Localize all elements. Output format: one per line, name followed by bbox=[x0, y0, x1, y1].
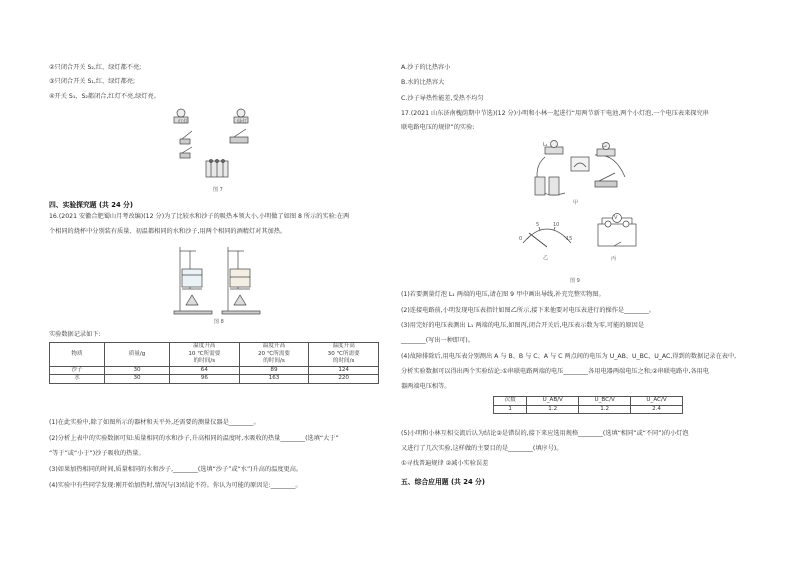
table-cell: 96 bbox=[170, 375, 240, 384]
dial-tick-label: 5 bbox=[536, 222, 540, 228]
table-cell: 30 bbox=[105, 375, 170, 384]
circuit-label: L₁ bbox=[543, 142, 548, 148]
table-cell: 沙子 bbox=[50, 366, 105, 375]
question-16-part: “等于”或“小于”)沙子吸收的热量。 bbox=[49, 450, 145, 457]
figure-8-apparatus bbox=[170, 243, 270, 316]
dial-tick-label: 10 bbox=[553, 222, 560, 228]
table-header-cell: 物质 bbox=[50, 343, 105, 367]
table-cell: 163 bbox=[239, 375, 309, 384]
question-17-text: 联电路电压的规律”的实验: bbox=[401, 124, 475, 131]
table-header-cell: U_BC/V bbox=[579, 397, 631, 406]
table-cell: 1 bbox=[494, 405, 527, 414]
text-line: ③只闭合开关 S₁,红、绿灯都亮; bbox=[49, 78, 136, 85]
table-cell: 220 bbox=[309, 375, 379, 384]
table-header-row bbox=[50, 343, 379, 367]
figure-9a-circuit bbox=[525, 137, 635, 205]
table-cell: 水 bbox=[50, 375, 105, 384]
dial-tick-label: 15 bbox=[566, 236, 573, 242]
question-16-part: (3)如果加热相同的时间,质量相同的水和沙子,________(选填“沙子”或“水”)升高的温度更高。 bbox=[49, 466, 303, 473]
question-17-part: (4)故障排除后,用电压表分别测出 A 与 B、B 与 C、A 与 C 两点间的电压为 U_AB、U_BC、U_AC,得到的数据记录在表中, bbox=[401, 353, 737, 360]
figure-label: 丙 bbox=[611, 256, 617, 262]
option-text: B.水的比热容大 bbox=[401, 79, 445, 86]
table-header-cell: 次数 bbox=[494, 397, 527, 406]
figure-label: 绿灯 bbox=[237, 119, 248, 125]
question-17-part: 器两端电压相等。 bbox=[401, 383, 451, 390]
table-cell: 64 bbox=[170, 366, 240, 375]
figure-7-caption: 图 7 bbox=[213, 187, 223, 193]
figure-label: 乙 bbox=[543, 255, 549, 261]
question-17-part: (5)小明和小林互相交流后认为结论②是错误的,接下来应选用规格________(选填“相同”或“不同”)的小灯泡 bbox=[401, 430, 689, 437]
table-cell: 2.4 bbox=[631, 405, 683, 414]
figure-label: 甲 bbox=[573, 200, 579, 206]
option-text: C.沙子导热性能差,受热不均匀 bbox=[401, 95, 484, 102]
table-header-cell: 温度升高 10 ℃所需要 的时间/s bbox=[170, 343, 240, 367]
question-17-text: 17.(2021 山东济南槐荫期中节选)(12 分)小明和小林一起进行“用两节新干电池,两个小灯泡,一个电压表来探究串 bbox=[401, 110, 709, 117]
table-title: 实验数据记录如下: bbox=[49, 331, 101, 338]
question-16-part: (1)在此实验中,除了如图所示的器材和天平外,还需要的测量仪器是________。 bbox=[49, 419, 260, 426]
text-line: ④开关 S₁、S₂都闭合,红灯不亮,绿灯亮。 bbox=[49, 93, 160, 100]
question-17-part: ①寻找普遍规律 ②减小实验误差 bbox=[401, 460, 489, 467]
question-17-part: 又进行了几次实验,这样做的主要目的是________(填序号)。 bbox=[401, 445, 563, 452]
question-16-part: (2)分析上表中的实验数据可知:质量相同的水和沙子,升高相同的温度时,水吸收的热量________(选填“大于” bbox=[49, 435, 339, 442]
option-text: A.沙子的比热容小 bbox=[401, 64, 451, 71]
table-header-cell: 温度升高 30 ℃所需要 的时间/s bbox=[309, 343, 379, 367]
table-row bbox=[50, 366, 379, 375]
figure-9-caption: 图 9 bbox=[570, 278, 580, 284]
table-cell: 89 bbox=[239, 366, 309, 375]
table-header-cell: U_AC/V bbox=[631, 397, 683, 406]
table-header-cell: 温度升高 20 ℃所需要 的时间/s bbox=[239, 343, 309, 367]
dial-tick-label: 0 bbox=[519, 236, 523, 242]
question-17-part: (3)用完好的电压表测出 L₁ 两端的电压,如图丙,闭合开关后,电压表示数为零,可能的原因是 bbox=[401, 322, 645, 329]
table-header-row bbox=[494, 397, 683, 406]
section-heading: 五、综合应用题 (共 24 分) bbox=[401, 478, 485, 486]
question-16-text: 个相同的烧杯中分别装有质量、初温都相同的水和沙子,用两个相同的酒精灯对其加热。 bbox=[49, 228, 287, 235]
question-17-part: 分析实验数据可以得出两个实验结论:①串联电路两端的电压________各用电器两端电压之和;②串联电路中,各用电 bbox=[401, 368, 710, 375]
text-line: ②只闭合开关 S₂,红、绿灯都不亮; bbox=[49, 64, 142, 71]
figure-8-caption: 图 8 bbox=[214, 319, 224, 325]
table-row bbox=[50, 375, 379, 384]
question-17-part: (1)若要测量灯泡 L₁ 两端的电压,请在图 9 甲中画出导线,补充完整实物图。 bbox=[401, 291, 605, 298]
table-cell: 1.2 bbox=[527, 405, 579, 414]
figure-9b-voltmeter-dial bbox=[517, 215, 577, 249]
section-heading: 四、实验探究题 (共 24 分) bbox=[49, 201, 133, 209]
table-row bbox=[494, 405, 683, 414]
experiment-data-table bbox=[49, 342, 379, 384]
table-cell: 1.2 bbox=[579, 405, 631, 414]
circuit-label: V bbox=[614, 215, 618, 221]
table-header-cell: U_AB/V bbox=[527, 397, 579, 406]
voltage-data-table bbox=[493, 396, 683, 414]
figure-7-circuit bbox=[170, 105, 260, 185]
table-cell: 30 bbox=[105, 366, 170, 375]
circuit-label: L₂ bbox=[602, 143, 607, 149]
question-17-part: ________(写出一种即可)。 bbox=[401, 337, 474, 344]
table-cell: 124 bbox=[309, 366, 379, 375]
question-16-part: (4)实验中有些同学发现:刚开始加热时,情况与(3)结论不符。你认为可能的原因是:________。 bbox=[49, 482, 302, 489]
question-16-text: 16.(2021 安徽合肥蜀山月考改编)(12 分)为了比较水和沙子的吸热本领大小,小明做了如图 8 所示的实验:在两 bbox=[49, 213, 350, 220]
table-header-cell: 质量/g bbox=[105, 343, 170, 367]
figure-label: 红灯 bbox=[178, 119, 189, 125]
question-17-part: (2)连接电路前,小明发现电压表指针如图乙所示,接下来他要对电压表进行的操作是________。 bbox=[401, 307, 656, 314]
